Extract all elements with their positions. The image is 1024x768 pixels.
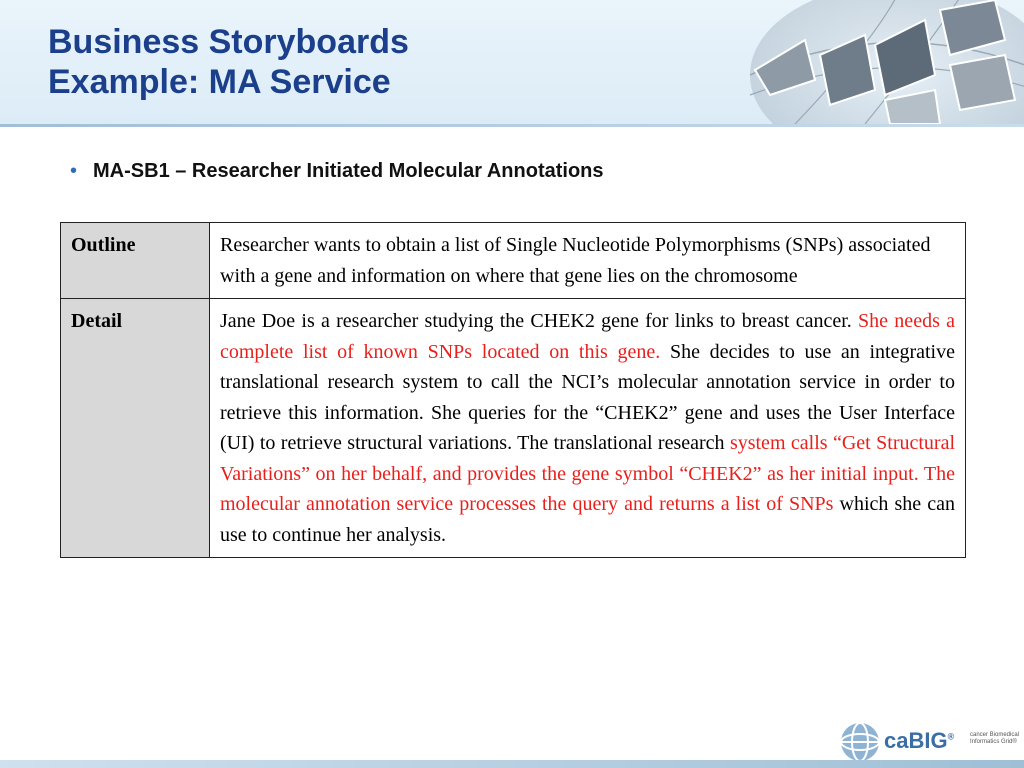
- logo-wordmark: [884, 728, 954, 754]
- bullet-text: MA-SB1 – Researcher Initiated Molecular Annotations: [93, 160, 604, 182]
- header-divider: [0, 124, 1024, 127]
- logo-subtitle: cancer Biomedical Informatics Grid®: [970, 732, 1020, 745]
- globe-collage-icon: [735, 0, 1024, 124]
- detail-segment-2: She needs a complete list of known SNPs located on this gene.: [220, 310, 955, 363]
- slide-title-line2: Example: MA Service: [48, 63, 391, 101]
- cabig-logo: [838, 720, 1018, 764]
- detail-label: Detail: [61, 299, 210, 558]
- slide-title: [48, 22, 409, 102]
- bullet-marker: •: [70, 160, 78, 182]
- table-row-outline: [61, 223, 966, 299]
- bullet-item: [70, 160, 604, 183]
- detail-text: [210, 299, 966, 558]
- storyboard-table: [60, 222, 966, 558]
- outline-label: Outline: [61, 223, 210, 299]
- logo-registered: ®: [947, 731, 955, 742]
- globe-logo-icon: [838, 720, 882, 764]
- detail-segment-5: which she can use to continue her analysis.: [220, 493, 955, 546]
- detail-segment-3: She decides to use an integrative translational research system to call the NCI’s molecular annotation service in order to retrieve this information. She queries for the “CHEK2” gene and uses the User Interface (UI) to retrieve structural variations. The translational research: [220, 340, 955, 454]
- table-row-detail: [61, 299, 966, 558]
- detail-segment-1: Jane Doe is a researcher studying the CHEK2 gene for links to breast cancer.: [220, 310, 859, 332]
- outline-text: Researcher wants to obtain a list of Single Nucleotide Polymorphisms (SNPs) associated with a gene and information on where that gene lies on the chromosome: [210, 223, 966, 299]
- footer-band: [0, 760, 1024, 768]
- logo-name: caBIG: [884, 728, 948, 753]
- slide-title-line1: Business Storyboards: [48, 23, 409, 61]
- detail-segment-4: system calls “Get Structural Variations” on her behalf, and provides the gene symbol “CHEK2” as her initial input. The molecular annotation service processes the query and returns a list of SNPs: [220, 432, 956, 515]
